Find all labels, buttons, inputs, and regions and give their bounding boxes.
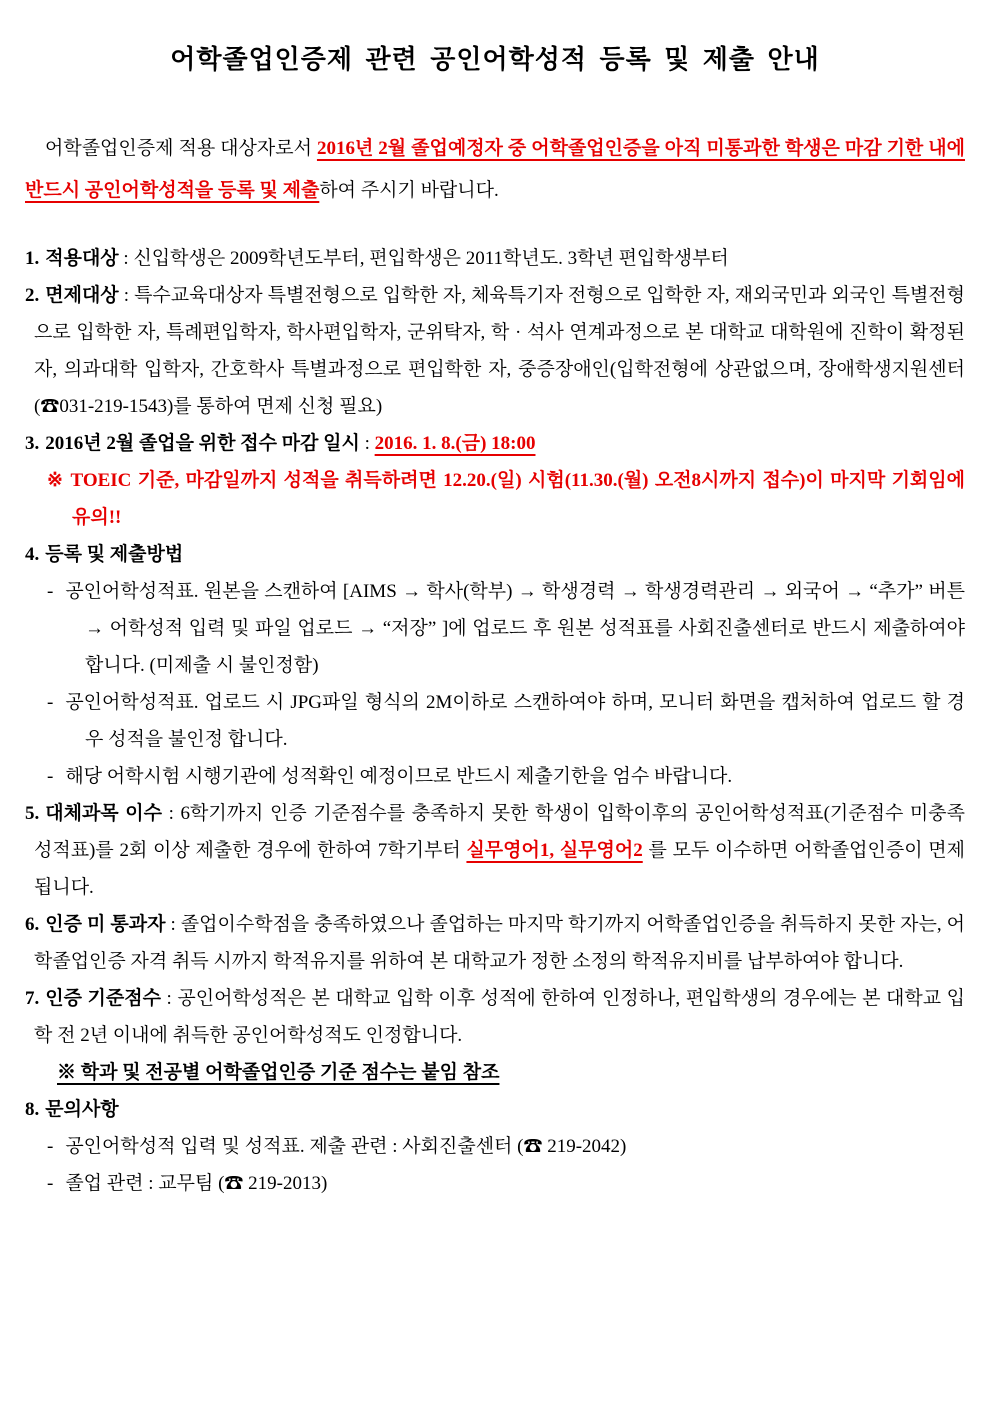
intro-suffix: 하여 주시기 바랍니다.	[319, 180, 499, 201]
dash-bullet: -	[47, 766, 54, 787]
deadline-value: 2016. 1. 8.(금) 18:00	[374, 433, 536, 454]
list-item-substitute-course	[25, 795, 965, 906]
attachment-reference-note	[25, 1054, 965, 1091]
item-heading: 대체과목 이수	[45, 803, 162, 824]
note-text: ※ TOEIC 기준, 마감일까지 성적을 취득하려면 12.20.(일) 시험(11.30.(월) 오전8시까지 접수)이 마지막 기회임에 유의!!	[47, 470, 965, 528]
course-highlight: 실무영어1, 실무영어2	[466, 840, 643, 861]
list-item-exemption-target	[25, 277, 965, 425]
list-item-deadline	[25, 425, 965, 462]
item-heading: 문의사항	[45, 1099, 119, 1120]
item-separator: :	[118, 248, 134, 269]
intro-paragraph	[25, 128, 965, 212]
page-title: 어학졸업인증제 관련 공인어학성적 등록 및 제출 안내	[170, 45, 820, 74]
item-body: 공인어학성적은 본 대학교 입학 이후 성적에 한하여 인정하나, 편입학생의 경우에는 본 대학교 입학 전 2년 이내에 취득한 공인어학성적도 인정합니다.	[34, 988, 966, 1046]
dash-bullet: -	[47, 1173, 54, 1194]
dash-bullet: -	[47, 581, 54, 602]
sub-item-text: 졸업 관련 : 교무팀 (☎ 219-2013)	[65, 1173, 328, 1194]
item-number: 6.	[25, 914, 40, 935]
dash-bullet: -	[47, 692, 54, 713]
list-item-applicable-target	[25, 240, 965, 277]
sub-item-contact-academic-team	[25, 1165, 965, 1202]
item-number: 8.	[25, 1099, 40, 1120]
sub-item-contact-career-center	[25, 1128, 965, 1165]
list-item-inquiries	[25, 1091, 965, 1128]
sub-item-text: 공인어학성적표. 업로드 시 JPG파일 형식의 2M이하로 스캔하여야 하며, 모니터 화면을 캡처하여 업로드 할 경우 성적을 불인정 합니다.	[65, 692, 965, 750]
list-item-standard-score	[25, 980, 965, 1054]
item-number: 7.	[25, 988, 40, 1009]
list-item-not-certified	[25, 906, 965, 980]
item-body-before: 6학기까지 인증 기준점수를 충족하지 못한 학생이 입학이후의 공인어학성적표(기준점수 미충족 성적표)를 2회 이상 제출한 경우에 한하여 7학기부터	[34, 803, 965, 861]
sub-item-text: 해당 어학시험 시행기관에 성적확인 예정이므로 반드시 제출기한을 엄수 바랍니다.	[65, 766, 733, 787]
item-body: 신입학생은 2009학년도부터, 편입학생은 2011학년도. 3학년 편입학생부터	[133, 248, 729, 269]
item-heading: 면제대상	[45, 285, 119, 306]
sub-item-scan-upload	[25, 573, 965, 684]
item-body-after: 를 모두 이수하면 어학졸업인증이 면제됩니다.	[34, 840, 965, 898]
item-heading: 등록 및 제출방법	[45, 544, 184, 565]
item-separator: :	[160, 988, 178, 1009]
toeic-deadline-note	[25, 462, 965, 536]
item-body: 졸업이수학점을 충족하였으나 졸업하는 마지막 학기까지 어학졸업인증을 취득하지 못한 자는, 어학졸업인증 자격 취득 시까지 학적유지를 위하여 본 대학교가 정한 소정의 학적유지비를 납부하여야 합니다.	[34, 914, 966, 972]
item-heading: 적용대상	[45, 248, 119, 269]
item-separator: :	[359, 433, 375, 454]
item-number: 5.	[25, 803, 40, 824]
item-heading: 2016년 2월 졸업을 위한 접수 마감 일시	[45, 433, 360, 454]
item-heading: 인증 기준점수	[45, 988, 161, 1009]
dash-bullet: -	[47, 1136, 54, 1157]
item-separator: :	[118, 285, 135, 306]
sub-item-text: 공인어학성적 입력 및 성적표. 제출 관련 : 사회진출센터 (☎ 219-2042)	[65, 1136, 627, 1157]
item-number: 2.	[25, 285, 40, 306]
item-separator: :	[161, 803, 181, 824]
item-number: 4.	[25, 544, 40, 565]
list-item-submission-method	[25, 536, 965, 573]
item-heading: 인증 미 통과자	[45, 914, 166, 935]
item-body: 특수교육대상자 특별전형으로 입학한 자, 체육특기자 전형으로 입학한 자, 재외국민과 외국인 특별전형으로 입학한 자, 특례편입학자, 학사편입학자, 군위탁자, 학 · 석사 연계과정으로 본 대학교 대학원에 진학이 확정된 자, 의과대학 입학자, 간호학사 특별과정으로 편입학한 자, 중증장애인(입학전형에 상관없으며, 장애학생지원센터(☎031-219-1543)를 통하여 면제 신청 필요)	[34, 285, 966, 417]
item-separator: :	[165, 914, 181, 935]
intro-prefix: 어학졸업인증제 적용 대상자로서	[45, 138, 317, 159]
sub-item-verification	[25, 758, 965, 795]
sub-item-jpg-limit	[25, 684, 965, 758]
sub-item-text: 공인어학성적표. 원본을 스캔하여 [AIMS → 학사(학부) → 학생경력 → 학생경력관리 → 외국어 → “추가” 버튼 → 어학성적 입력 및 파일 업로드 → “저장” ]에 업로드 후 원본 성적표를 사회진출센터로 반드시 제출하여야 합니다. (미제출 시 불인정함)	[65, 581, 965, 676]
intro-highlight: 2016년 2월 졸업예정자 중 어학졸업인증을 아직 미통과한 학생은 마감 기한 내에 반드시 공인어학성적을 등록 및 제출	[25, 138, 965, 201]
note-text: ※ 학과 및 전공별 어학졸업인증 기준 점수는 붙임 참조	[57, 1062, 500, 1083]
item-number: 3.	[25, 433, 40, 454]
item-number: 1.	[25, 248, 40, 269]
